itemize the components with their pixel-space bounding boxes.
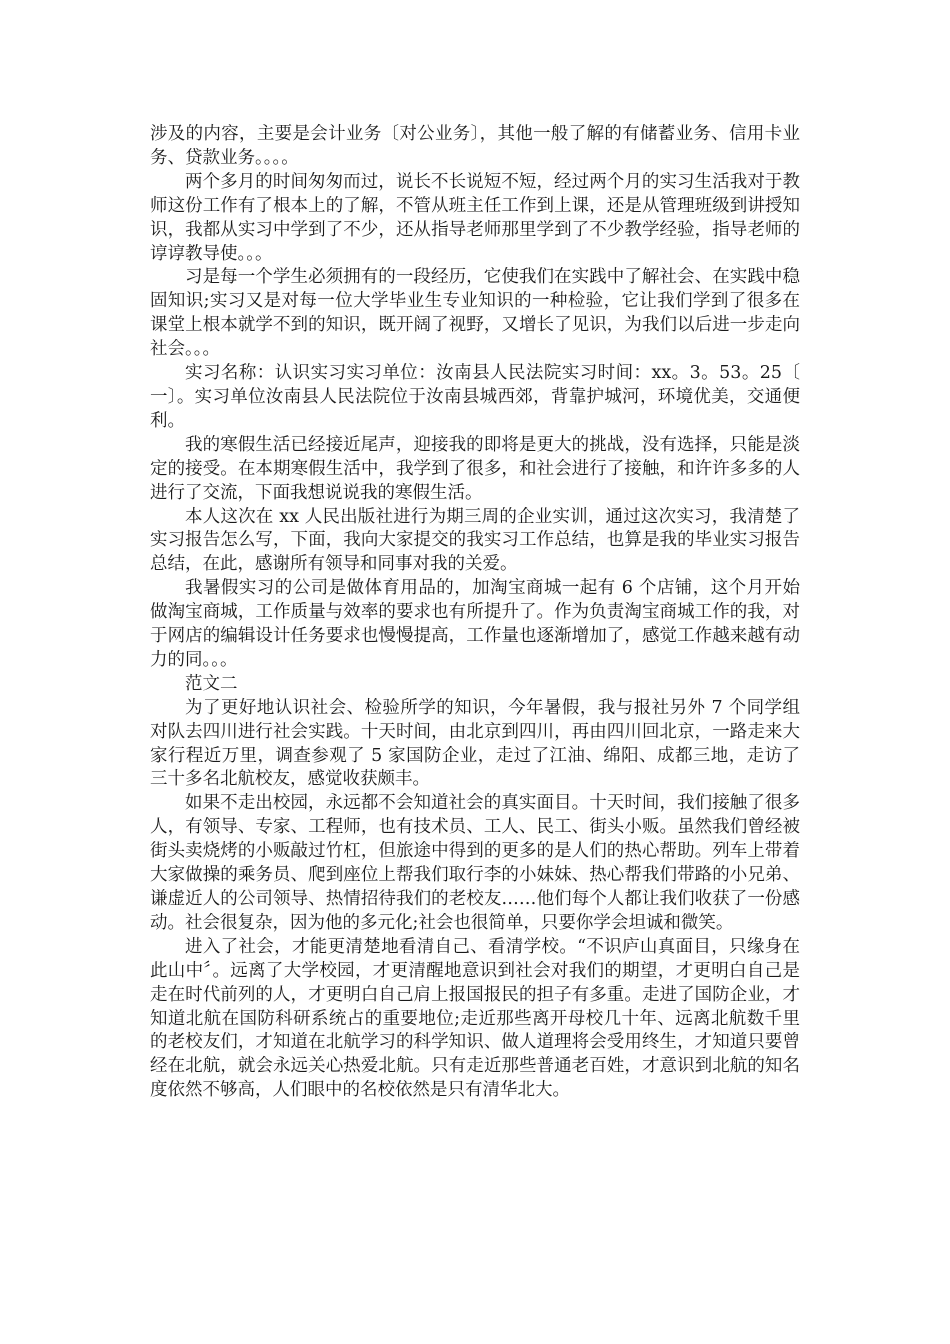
paragraph-1: 涉及的内容，主要是会计业务〔对公业务〕，其他一般了解的有储蓄业务、信用卡业务、贷款业务。。。。	[150, 124, 800, 168]
document-page	[150, 123, 800, 1103]
paragraph-7: 我暑假实习的公司是做体育用品的，加淘宝商城一起有 6 个店铺，这个月开始做淘宝商城，工作质量与效率的要求也有所提升了。作为负责淘宝商城工作的我，对于网店的编辑设计任务要求也慢慢提高，工作量也逐渐增加了，感觉工作越来越有动力的同。。。	[150, 578, 800, 670]
section-heading: 范文二	[185, 673, 238, 694]
paragraph-10: 进入了社会，才能更清楚地看清自己、看清学校。“不识庐山真面目，只缘身在此山中〞。远离了大学校园，才更清醒地意识到社会对我们的期望，才更明白自己是走在时代前列的人，才更明白自己肩上报国报民的担子有多重。走进了国防企业，才知道北航在国防科研系统占的重要地位;走近那些离开母校几十年、远离北航数千里的老校友们，才知道在北航学习的科学知识、做人道理将会受用终生，才知道只要曾经在北航，就会永远关心热爱北航。只有走近那些普通老百姓，才意识到北航的知名度依然不够高，人们眼中的名校依然是只有清华北大。	[150, 936, 800, 1101]
paragraph-9: 如果不走出校园，永远都不会知道社会的真实面目。十天时间，我们接触了很多人，有领导、专家、工程师，也有技术员、工人、民工、街头小贩。虽然我们曾经被街头卖烧烤的小贩敲过竹杠，但旅途中得到的更多的是人们的热心帮助。列车上带着大家做操的乘务员、爬到座位上帮我们取行李的小妹妹、热心帮我们带路的小兄弟、谦虚近人的公司领导、热情招待我们的老校友……他们每个人都让我们收获了一份感动。社会很复杂，因为他的多元化;社会也很简单，只要你学会坦诚和微笑。	[150, 793, 800, 933]
paragraph-4: 实习名称：认识实习实习单位：汝南县人民法院实习时间：xx。3。53。25〔一〕。实习单位汝南县人民法院位于汝南县城西郊，背靠护城河，环境优美，交通便利。	[150, 363, 800, 431]
paragraph-2: 两个多月的时间匆匆而过，说长不长说短不短，经过两个月的实习生活我对于教师这份工作有了根本上的了解，不管从班主任工作到上课，还是从管理班级到讲授知识，我都从实习中学到了不少，还从指导老师那里学到了不少教学经验，指导老师的谆谆教导使。。。	[150, 171, 800, 264]
paragraph-8: 为了更好地认识社会、检验所学的知识，今年暑假，我与报社另外 7 个同学组对队去四川进行社会实践。十天时间，由北京到四川，再由四川回北京，一路走来大家行程近万里，调查参观了 5 家国防企业，走过了江油、绵阳、成都三地，走访了三十多名北航校友，感觉收获颇丰。	[150, 697, 800, 790]
paragraph-5: 我的寒假生活已经接近尾声，迎接我的即将是更大的挑战，没有选择，只能是淡定的接受。在本期寒假生活中，我学到了很多，和社会进行了接触，和许许多多的人进行了交流，下面我想说说我的寒假生活。	[150, 434, 800, 503]
paragraph-6: 本人这次在 xx 人民出版社进行为期三周的企业实训，通过这次实习，我清楚了实习报告怎么写，下面，我向大家提交的我实习工作总结，也算是我的毕业实习报告总结，在此，感谢所有领导和同事对我的关爱。	[150, 506, 800, 575]
paragraph-3: 习是每一个学生必须拥有的一段经历，它使我们在实践中了解社会、在实践中稳固知识;实习又是对每一位大学毕业生专业知识的一种检验，它让我们学到了很多在课堂上根本就学不到的知识，既开阔了视野，又增长了见识，为我们以后进一步走向社会。。。	[150, 267, 800, 360]
